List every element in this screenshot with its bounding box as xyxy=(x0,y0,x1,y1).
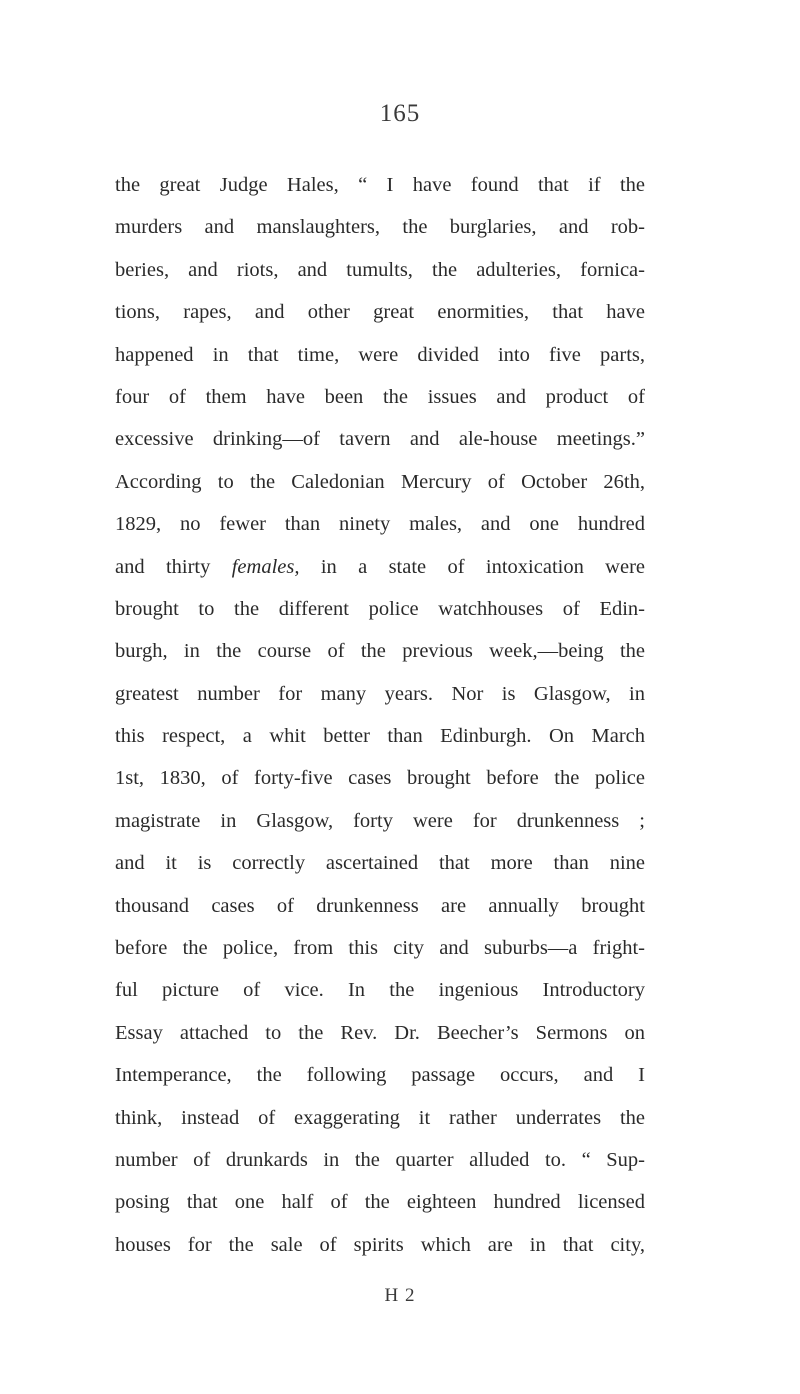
text-line: number of drunkards in the quarter alluded to. “ Sup- xyxy=(115,1148,645,1171)
text-line: and it is correctly ascertained that more than nine xyxy=(115,852,645,875)
text-line xyxy=(115,546,645,588)
text-line: Essay attached to the Rev. Dr. Beecher’s Sermons on xyxy=(115,1021,645,1044)
text-line: According to the Caledonian Mercury of October 26th, xyxy=(115,470,645,493)
text-line: four of them have been the issues and product of xyxy=(115,385,645,408)
italic-emphasis: females, xyxy=(231,555,300,578)
text-line: burgh, in the course of the previous week,—being the xyxy=(115,640,645,663)
text-line: 1829, no fewer than ninety males, and one hundred xyxy=(115,513,645,536)
body-text xyxy=(115,164,645,1266)
text-segment: and thirty xyxy=(115,555,211,578)
page-number: 165 xyxy=(379,100,421,127)
text-segment: in a state of intoxication were xyxy=(299,555,646,578)
text-line: murders and manslaughters, the burglaries, and rob- xyxy=(115,216,645,239)
text-line: excessive drinking—of tavern and ale-house meetings.” xyxy=(115,428,645,451)
text-line: this respect, a whit better than Edinburgh. On March xyxy=(115,725,645,748)
text-line: the great Judge Hales, “ I have found that if the xyxy=(115,174,645,196)
text-line: ful picture of vice. In the ingenious Introductory xyxy=(115,979,645,1002)
text-line: think, instead of exaggerating it rather underrates the xyxy=(115,1106,645,1129)
text-line: 1st, 1830, of forty-five cases brought before the police xyxy=(115,767,645,790)
text-line: magistrate in Glasgow, forty were for drunkenness ; xyxy=(115,809,645,832)
text-line: happened in that time, were divided into five parts, xyxy=(115,343,645,366)
text-line: tions, rapes, and other great enormities, that have xyxy=(115,301,645,324)
text-line: thousand cases of drunkenness are annually brought xyxy=(115,894,645,917)
text-line: Intemperance, the following passage occurs, and I xyxy=(115,1064,645,1087)
signature-mark: H 2 xyxy=(384,1285,416,1306)
text-line: posing that one half of the eighteen hundred licensed xyxy=(115,1191,645,1214)
text-line: houses for the sale of spirits which are in that city, xyxy=(115,1233,645,1256)
text-line: before the police, from this city and suburbs—a fright- xyxy=(115,937,645,960)
text-line: beries, and riots, and tumults, the adulteries, fornica- xyxy=(115,258,645,281)
text-line: greatest number for many years. Nor is Glasgow, in xyxy=(115,682,645,705)
text-line: brought to the different police watchhouses of Edin- xyxy=(115,597,645,620)
